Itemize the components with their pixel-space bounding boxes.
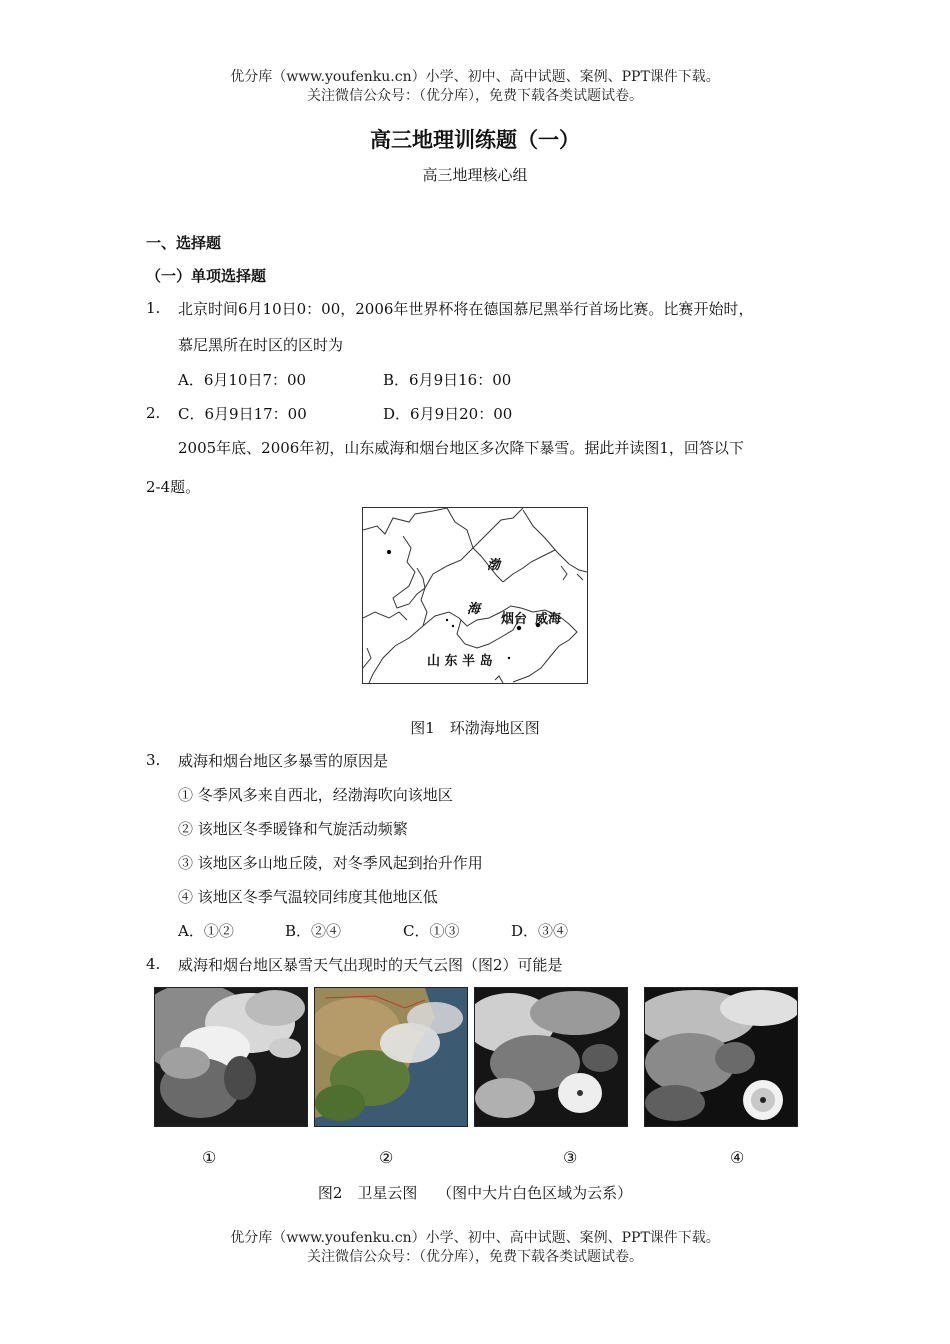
q3-item-3: ③ 该地区多山地丘陵，对冬季风起到抬升作用 [178,854,483,872]
q4-number: 4. [146,955,161,973]
q2-option-c: C．6月9日17：00 [178,405,307,423]
satellite-image-4-drawing [645,988,797,1126]
q3-number: 3. [146,751,161,769]
q3-item-4: ④ 该地区冬季气温较同纬度其他地区低 [178,888,438,906]
q3-option-c: C．①③ [403,922,460,940]
figure-2-caption: 图2 卫星云图 （图中大片白色区域为云系） [317,1184,633,1202]
label-yantai: 烟台 [501,612,528,627]
figure-2-label-1: ① [202,1148,217,1167]
q2-option-d: D．6月9日20：00 [383,405,513,423]
section-heading: 一、选择题 [146,234,222,252]
figure-2-label-4: ④ [730,1148,745,1167]
intro-line-1: 2005年底、2006年初，山东威海和烟台地区多次降下暴雪。据此并读图1，回答以下 [178,439,744,457]
q1-text-line-1: 北京时间6月10日0：00，2006年世界杯将在德国慕尼黑举行首场比赛。比赛开始时， [178,300,754,318]
satellite-image-2 [314,987,468,1127]
q2-number: 2. [146,404,161,422]
q3-option-a: A．①② [178,922,234,940]
satellite-image-3-drawing [475,988,627,1126]
satellite-image-3 [474,987,628,1127]
figure-2-label-3: ③ [563,1148,578,1167]
document-author: 高三地理核心组 [422,166,528,184]
header-line-1: 优分库（www.youfenku.cn）小学、初中、高中试题、案例、PPT课件下载。 [230,69,720,85]
document-title: 高三地理训练题（一） [370,128,580,152]
subsection-heading: （一）单项选择题 [146,267,267,285]
satellite-image-4 [644,987,798,1127]
q4-text: 威海和烟台地区暴雪天气出现时的天气云图（图2）可能是 [178,956,563,974]
figure-1-caption: 图1 环渤海地区图 [410,719,540,737]
q1-option-a: A．6月10日7：00 [178,371,307,389]
q1-option-b: B．6月9日16：00 [383,371,512,389]
q3-option-b: B．②④ [285,922,342,940]
label-bohai-1: 渤 [487,558,501,573]
q1-number: 1. [146,299,161,317]
figure-2-label-2: ② [379,1148,394,1167]
header-line-2: 关注微信公众号：（优分库），免费下载各类试题试卷。 [307,88,643,104]
q3-item-1: ① 冬季风多来自西北，经渤海吹向该地区 [178,786,453,804]
satellite-image-2-drawing [315,988,467,1126]
footer-line-2: 关注微信公众号：（优分库），免费下载各类试题试卷。 [307,1249,643,1265]
footer-line-1: 优分库（www.youfenku.cn）小学、初中、高中试题、案例、PPT课件下载。 [230,1230,720,1246]
label-weihai: 威海 [535,612,562,627]
satellite-image-1 [154,987,308,1127]
label-bohai-2: 海 [467,602,481,617]
figure-1-map [362,507,588,684]
q3-item-2: ② 该地区冬季暖锋和气旋活动频繁 [178,820,408,838]
satellite-image-1-drawing [155,988,307,1126]
intro-line-2: 2-4题。 [146,478,201,496]
label-shandong-peninsula: 山 东 半 岛 [427,654,493,669]
q3-option-d: D．③④ [511,922,569,940]
q1-text-line-2: 慕尼黑所在时区的区时为 [178,336,344,354]
q3-text: 威海和烟台地区多暴雪的原因是 [178,752,389,770]
